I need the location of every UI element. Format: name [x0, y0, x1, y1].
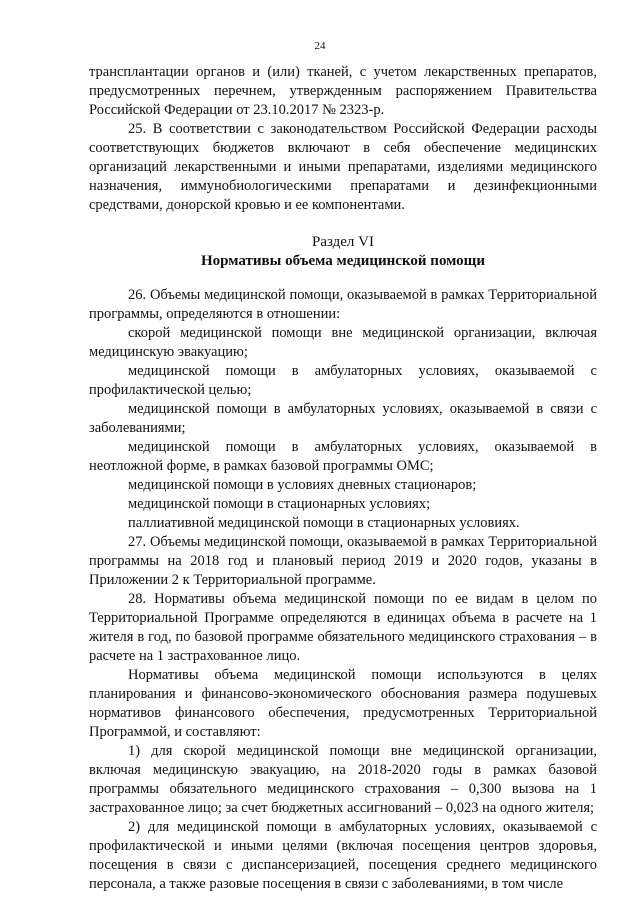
list-item: медицинской помощи в условиях дневных стационаров;	[128, 477, 477, 493]
section-title: Нормативы объема медицинской помощи	[201, 253, 485, 269]
list-item: скорой медицинской помощи вне медицинской организации, включая медицинскую эвакуацию;	[89, 325, 597, 360]
paragraph-25: 25. В соответствии с законодательством Российской Федерации расходы соответствующих бюджетов включают в себя обеспечение медицинских организаций лекарственными и иными препаратами, изделиями медицинского назначения, иммунобиологическими препаратами и дезинфекционными средствами, донорской кровью и ее компонентами.	[89, 121, 597, 213]
paragraph-continuation: трансплантации органов и (или) тканей, с учетом лекарственных препаратов, предусмотренных перечнем, утвержденным распоряжением Правительства Российской Федерации от 23.10.2017 № 2323-р.	[89, 64, 597, 118]
paragraph-item-2: 2) для медицинской помощи в амбулаторных условиях, оказываемой с профилактической и иными целями (включая посещения центров здоровья, посещения в связи с диспансеризацией, посещения среднего медицинского персонала, а также разовые посещения в связи с заболеваниями, в том числе	[89, 819, 597, 892]
section-heading	[89, 233, 597, 271]
paragraph-26: 26. Объемы медицинской помощи, оказываемой в рамках Территориальной программы, определяются в отношении:	[89, 287, 597, 322]
list-item: медицинской помощи в амбулаторных условиях, оказываемой в неотложной форме, в рамках базовой программы ОМС;	[89, 439, 597, 474]
paragraph-27: 27. Объемы медицинской помощи, оказываемой в рамках Территориальной программы на 2018 год и плановый период 2019 и 2020 годов, указаны в Приложении 2 к Территориальной программе.	[89, 534, 597, 588]
list-item: медицинской помощи в амбулаторных условиях, оказываемой в связи с заболеваниями;	[89, 401, 597, 436]
paragraph-28: 28. Нормативы объема медицинской помощи по ее видам в целом по Территориальной Программе определяются в единицах объема в расчете на 1 жителя в год, по базовой программе обязательного медицинского страхования – в расчете на 1 застрахованное лицо.	[89, 591, 597, 664]
list-item: медицинской помощи в амбулаторных условиях, оказываемой с профилактической целью;	[89, 363, 597, 398]
paragraph-item-1: 1) для скорой медицинской помощи вне медицинской организации, включая медицинскую эвакуацию, на 2018-2020 годы в рамках базовой программы обязательного медицинского страхования – 0,300 вызова на 1 застрахованное лицо; за счет бюджетных ассигнований – 0,023 на одного жителя;	[89, 743, 597, 816]
list-item: паллиативной медицинской помощи в стационарных условиях.	[128, 515, 520, 531]
document-body	[89, 63, 597, 894]
section-label: Раздел VI	[311, 234, 374, 250]
paragraph-norms: Нормативы объема медицинской помощи используются в целях планирования и финансово-экономического обоснования размера подушевых нормативов финансового обеспечения, предусмотренных Территориальной Программой, и составляют:	[89, 667, 597, 740]
list-item: медицинской помощи в стационарных условиях;	[128, 496, 431, 512]
page-number: 24	[314, 40, 326, 52]
